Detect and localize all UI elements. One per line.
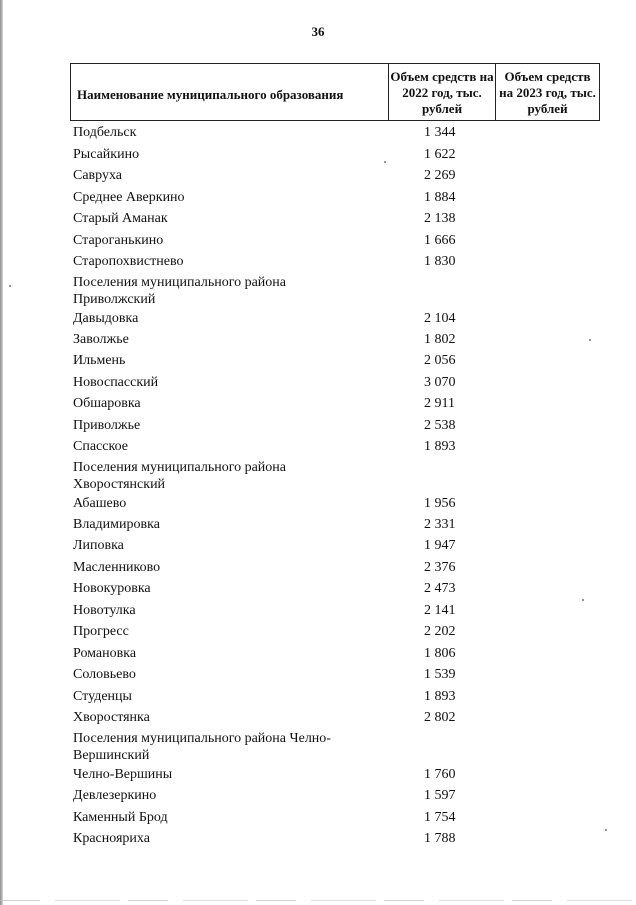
- municipality-name: Старый Аманак: [73, 211, 168, 226]
- value-2022: 2 138: [424, 211, 456, 226]
- header-name: Наименование муниципального образования: [71, 64, 389, 120]
- value-2022: 1 884: [424, 190, 456, 205]
- value-2022: 1 788: [424, 831, 456, 846]
- value-2022: 1 622: [424, 147, 456, 162]
- municipality-name: Старопохвистнево: [73, 254, 184, 269]
- value-2022: 1 344: [424, 125, 456, 140]
- municipality-name: Краснояриха: [73, 831, 150, 846]
- scan-speck: [9, 285, 11, 287]
- municipality-name: Абашево: [73, 496, 127, 511]
- municipality-name: Ильмень: [73, 353, 126, 368]
- municipality-name: Владимировка: [73, 517, 160, 532]
- group-heading: Поселения муниципального района Хворостянский: [73, 460, 287, 492]
- value-2022: 2 104: [424, 311, 456, 326]
- value-2022: 2 473: [424, 581, 456, 596]
- municipality-name: Приволжье: [73, 418, 141, 433]
- municipality-name: Подбельск: [73, 125, 137, 140]
- municipality-name: Заволжье: [73, 332, 129, 347]
- value-2022: 2 376: [424, 560, 456, 575]
- municipality-name: Рысайкино: [73, 147, 140, 162]
- group-heading-row: [0, 459, 636, 494]
- municipality-name: Спасское: [73, 439, 128, 454]
- value-2022: 1 893: [424, 439, 456, 454]
- value-2022: 2 802: [424, 710, 456, 725]
- municipality-name: Новокуровка: [73, 581, 151, 596]
- header-volume-2022: Объем средств на 2022 год, тыс. рублей: [389, 64, 496, 120]
- value-2022: 1 830: [424, 254, 456, 269]
- municipality-name: Прогресс: [73, 624, 129, 639]
- municipality-name: Каменный Брод: [73, 810, 168, 825]
- municipality-name: Хворостянка: [73, 710, 150, 725]
- value-2022: 1 806: [424, 646, 456, 661]
- value-2022: 2 331: [424, 517, 456, 532]
- municipality-name: Новоспасский: [73, 375, 159, 390]
- header-volume-2023: Объем средств на 2023 год, тыс. рублей: [499, 69, 596, 116]
- municipality-name: Новотулка: [73, 603, 136, 618]
- municipality-name: Среднее Аверкино: [73, 190, 185, 205]
- scan-speck: [605, 829, 607, 831]
- municipality-name: Обшаровка: [73, 396, 141, 411]
- page-number: 36: [311, 24, 325, 39]
- value-2022: 1 802: [424, 332, 456, 347]
- value-2022: 1 956: [424, 496, 456, 511]
- municipality-name: Челно-Вершины: [73, 767, 173, 782]
- scan-speck: [589, 339, 591, 341]
- municipality-name: Липовка: [73, 538, 124, 553]
- municipality-name: Давыдовка: [73, 311, 139, 326]
- scan-speck: [582, 599, 584, 601]
- scan-speck: [384, 161, 386, 163]
- value-2022: 2 269: [424, 168, 456, 183]
- value-2022: 2 202: [424, 624, 456, 639]
- value-2022: 1 947: [424, 538, 456, 553]
- municipality-name: Девлезеркино: [73, 788, 157, 803]
- municipality-name: Староганькино: [73, 233, 164, 248]
- municipality-name: Студенцы: [73, 689, 132, 704]
- municipality-name: Масленниково: [73, 560, 161, 575]
- group-heading: Поселения муниципального района Челно-Вершинский: [73, 731, 331, 763]
- group-heading: Поселения муниципального района Приволжский: [73, 275, 287, 307]
- value-2022: 2 538: [424, 418, 456, 433]
- value-2022: 1 893: [424, 689, 456, 704]
- value-2022: 2 911: [424, 396, 455, 411]
- municipality-name: Савруха: [73, 168, 123, 183]
- municipality-name: Соловьево: [73, 667, 136, 682]
- value-2022: 1 760: [424, 767, 456, 782]
- value-2022: 1 539: [424, 667, 456, 682]
- municipality-name: Романовка: [73, 646, 137, 661]
- value-2022: 2 141: [424, 603, 456, 618]
- group-heading-row: [0, 730, 636, 765]
- value-2022: 1 597: [424, 788, 456, 803]
- value-2022: 1 666: [424, 233, 456, 248]
- value-2022: 1 754: [424, 810, 456, 825]
- value-2022: 3 070: [424, 375, 456, 390]
- group-heading-row: [0, 274, 636, 309]
- value-2022: 2 056: [424, 353, 456, 368]
